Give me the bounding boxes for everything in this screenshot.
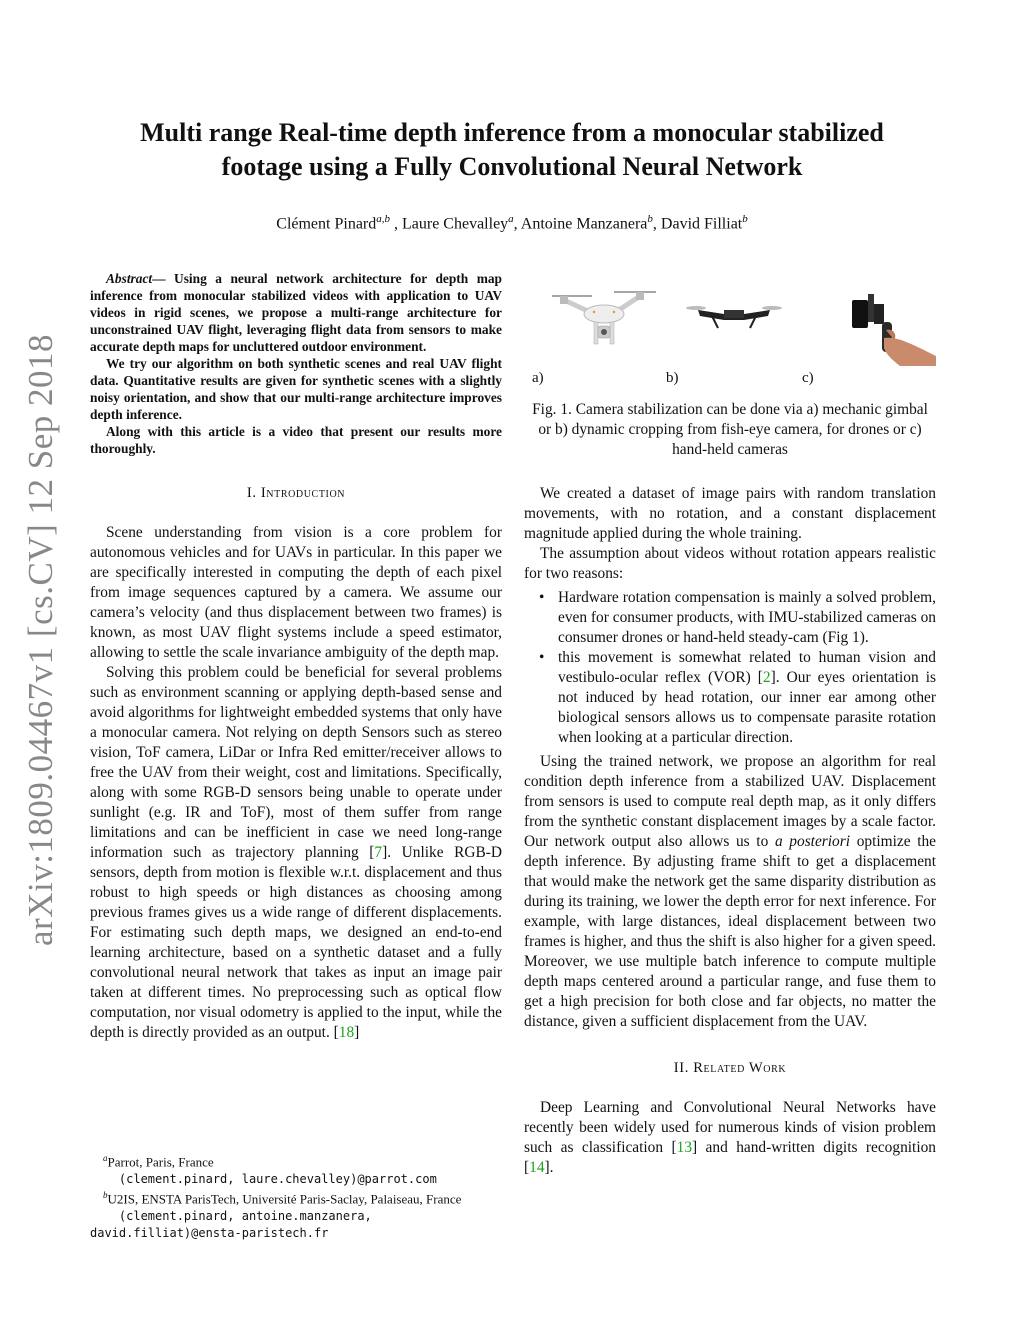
footnote-text: Parrot, Paris, France: [107, 1154, 214, 1170]
author-separator: ,: [390, 215, 402, 233]
author-name: David Filliat: [660, 215, 743, 233]
footnote-mark: b: [103, 1190, 108, 1201]
text-run: ]. Our eyes orientation is not induced by head rotation, our inner ear among other biological sensors allows us to compensate parasite rotation when looking at a particular direction.: [558, 669, 936, 746]
figure-subfigure-labels: [524, 370, 936, 390]
intro-paragraph-1: Scene understanding from vision is a core problem for autonomous vehicles and for UAVs in particular. In this paper we are specifically interested in computing the depth of each pixel from image sequences captured by a camera. We assume our camera’s velocity (and thus displacement between two frames) is known, as most UAV flight systems include a speed estimator, allowing to settle the scale invariance ambiguity of the depth map.: [90, 524, 502, 661]
footnote-b: [90, 1187, 502, 1208]
abstract: [90, 270, 502, 457]
footnote-mark: a: [103, 1153, 108, 1163]
left-column: [90, 270, 502, 1043]
paragraph: The assumption about videos without rotation appears realistic for two reasons:: [524, 545, 936, 582]
text-run: ].: [544, 1159, 554, 1176]
abstract-text: — Using a neural network architecture for depth map inference from monocular stabilized videos with application to UAV videos in rigid scenes, we propose a multi-range architecture for unconstrained UAV flight, leveraging flight data from sensors to make accurate depth maps for uncluttered outdoor environment.: [90, 271, 502, 354]
citation-link[interactable]: 13: [676, 1139, 693, 1156]
paragraph: [524, 752, 936, 1032]
text-run: optimize the depth inference. By adjusting frame shift to get a displacement that would make the network get the same disparity distribution as during its training, we lower the depth error for next inference. For example, with large distances, ideal displacement between two frames is higher, and thus the shift is also higher for a given speed. Moreover, we use multiple batch inference to compute multiple depth maps centered around a particular range, and fuse them to get a high precision for both close and far objects, no matter the distance, given a sufficient displacement from the UAV.: [524, 833, 937, 1030]
paper-title: [90, 116, 934, 184]
email-text: (clement.pinard, laure.chevalley)@parrot.com: [118, 1171, 437, 1186]
title-line-1: Multi range Real-time depth inference from a monocular stabilized: [140, 118, 884, 147]
text-run: this movement is somewhat related to human vision and vestibulo-ocular reflex (VOR) [: [558, 649, 936, 686]
text-run: Using the trained network, we propose an algorithm for real condition depth inference from a stabilized UAV. Displacement from sensors is used to compute real depth map, as it only differs from the synthetic constant displacement images by a scale factor. Our network output also allows us to: [524, 753, 936, 850]
author-affiliation: a: [508, 213, 514, 225]
author-affiliation: b: [647, 213, 653, 225]
text-run: Solving this problem could be beneficial for several problems such as environment scanning or applying depth-based sense and avoid algorithms for lightweight embedded systems that only have a monocular camera. Not relying on depth Sensors such as stereo vision, ToF camera, LiDar or Infra Red emitter/receiver allows to free the UAV from their weight, cost and limitations. Specifically, along with some RGB-D sensors being unable to operate under sunlight (e.g. IR and ToF), most of them suffer from range limitations and can be inefficient in case we need long-range information such as trajectory planning [: [90, 664, 502, 861]
right-column: [524, 484, 936, 1178]
bullet-item: [524, 648, 936, 748]
paragraph: We created a dataset of image pairs with random translation movements, with no rotation, and a constant displacement magnitude applied during the whole training.: [524, 485, 936, 542]
bullet-icon: •: [539, 589, 545, 606]
author-name: Laure Chevalley: [402, 215, 509, 233]
citation-link[interactable]: 2: [762, 669, 771, 686]
author-affiliation: b: [742, 213, 748, 225]
footnotes: [90, 1150, 502, 1241]
email-text: (clement.pinard, antoine.manzanera,: [118, 1209, 372, 1224]
footnote-a: [90, 1150, 502, 1171]
title-line-2: footage using a Fully Convolutional Neural Network: [221, 152, 803, 181]
subfigure-label-c: c): [802, 370, 814, 386]
italic-text: a posteriori: [774, 833, 851, 850]
author-separator: ,: [652, 215, 661, 233]
footnote-email: [90, 1208, 502, 1225]
footnote-email: [90, 1171, 502, 1188]
footnote-email: david.filliat)@ensta-paristech.fr: [90, 1225, 329, 1240]
author-list: [90, 208, 934, 235]
handheld-steadycam-image: [842, 278, 936, 366]
text-run: ]. Unlike RGB-D sensors, depth from motion is flexible w.r.t. displacement and thus robust to high speeds or high distances as choosing among previous frames gives us a wide range of different displacements. For estimating such depth maps, we designed an end-to-end learning architecture, based on a synthetic dataset and a fully convolutional neural network that takes as input an image pair taken at different times. No preprocessing such as optical flow computation, nor visual odometry is applied to the input, while the depth is directly provided as an output. [: [90, 844, 502, 1041]
author-name: Clément Pinard: [276, 215, 377, 233]
citation-link[interactable]: 18: [338, 1024, 355, 1041]
section-heading-related-work: II. Related Work: [673, 1060, 787, 1076]
bullet-item: [524, 588, 936, 648]
abstract-paragraph: [90, 270, 502, 355]
bullet-icon: •: [539, 649, 545, 666]
text-run: ] and hand-written digits recognition [: [524, 1139, 936, 1176]
bullet-list: [524, 588, 936, 748]
fisheye-drone-image: [684, 296, 784, 336]
author-name: Antoine Manzanera: [520, 215, 648, 233]
section-heading-introduction: I. Introduction: [246, 485, 346, 501]
bullet-text: Hardware rotation compensation is mainly a solved problem, even for consumer products, with IMU-stabilized cameras on consumer drones or hand-held steady-cam (Fig 1).: [558, 589, 936, 646]
citation-link[interactable]: 14: [529, 1159, 545, 1176]
citation-link[interactable]: 7: [374, 844, 383, 861]
text-run: Deep Learning and Convolutional Neural Networks have recently been widely used for numerous kinds of vision problem such as classification [: [524, 1099, 936, 1156]
gimbal-drone-image: [544, 282, 664, 352]
abstract-paragraph: We try our algorithm on both synthetic scenes and real UAV flight data. Quantitative results are given for synthetic scenes with a slightly noisy orientation, and show that our multi-range architecture improves depth inference.: [90, 356, 502, 422]
figure-caption: Fig. 1. Camera stabilization can be done via a) mechanic gimbal or b) dynamic cropping from fish-eye camera, for drones or c) hand-held cameras: [532, 401, 928, 458]
arxiv-identifier-stamp: arXiv:1809.04467v1 [cs.CV] 12 Sep 2018: [21, 333, 60, 946]
figure-images: [524, 278, 936, 370]
abstract-label: Abstract: [106, 271, 153, 286]
subfigure-label-b: b): [666, 370, 679, 386]
text-run: ]: [354, 1024, 360, 1041]
footnote-text: U2IS, ENSTA ParisTech, Université Paris-Saclay, Palaiseau, France: [107, 1191, 462, 1207]
paragraph: [524, 1098, 936, 1178]
intro-paragraph-2: [90, 663, 502, 1043]
subfigure-label-a: a): [532, 370, 544, 386]
abstract-paragraph: Along with this article is a video that present our results more thoroughly.: [90, 424, 502, 456]
author-separator: ,: [513, 215, 521, 233]
figure-1: [524, 278, 936, 460]
author-affiliation: a,b: [376, 213, 390, 225]
